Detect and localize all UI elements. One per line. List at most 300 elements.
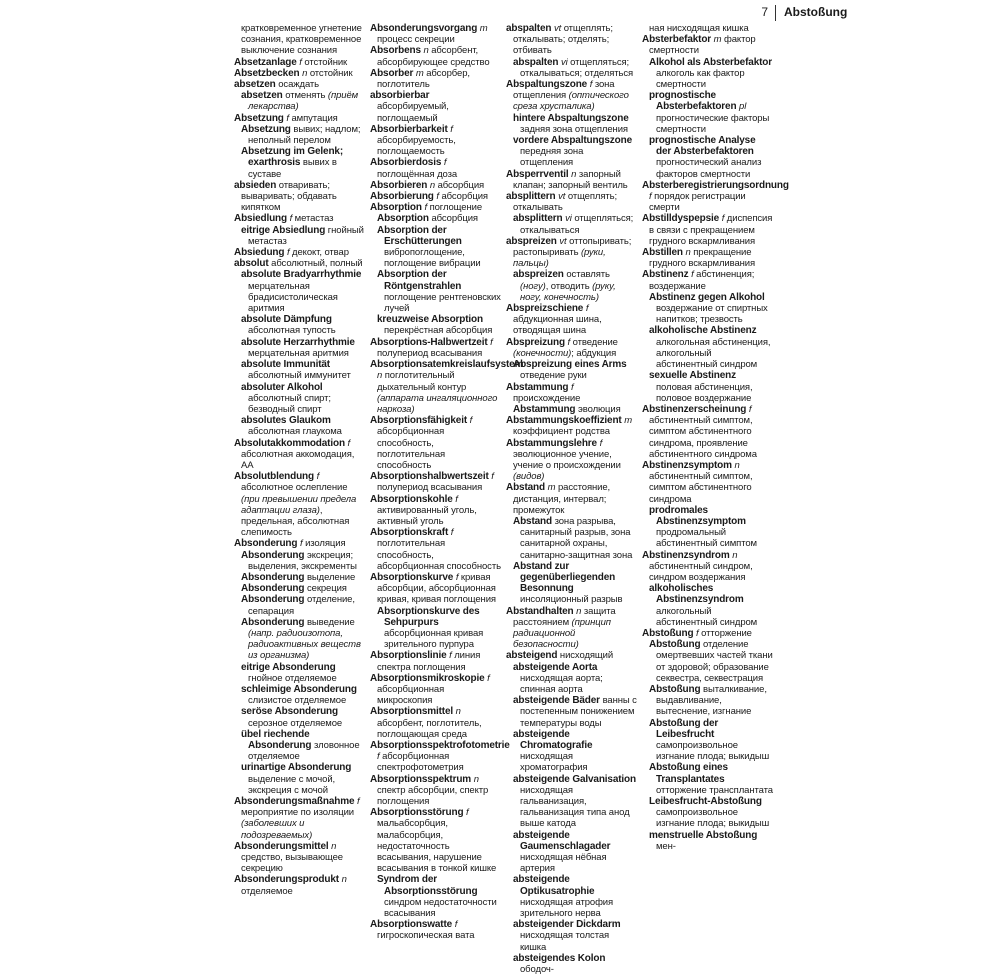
dictionary-entry	[642, 762, 773, 796]
dictionary-entry	[642, 684, 773, 718]
headword: absolute Herzarrhythmie	[241, 336, 355, 348]
grammar-label: f	[347, 437, 351, 449]
dictionary-entry	[370, 90, 501, 124]
headword: Abstoßung	[649, 639, 704, 651]
grammar-label: f	[299, 538, 306, 550]
headword: Abstammungslehre	[506, 437, 600, 449]
headword: sexuelle Abstinenz	[649, 370, 736, 382]
usage-note: (при превышении предела адаптации глаза)	[241, 493, 357, 516]
grammar-label: vt	[559, 235, 570, 247]
dictionary-entry	[506, 135, 637, 169]
translation: абсолютная тупость	[248, 325, 336, 337]
dictionary-entry	[370, 337, 501, 359]
dictionary-entry	[506, 337, 637, 359]
translation: кривая абсорбции, абсорбционная кривая, кривая поглощения	[377, 571, 496, 606]
headword: abspalten	[513, 56, 561, 68]
headword: Absonderungsvorgang	[370, 23, 480, 34]
usage-note: (ногу)	[520, 280, 546, 292]
headword: menstruelle Abstoßung	[649, 829, 758, 841]
dictionary-entry	[234, 258, 365, 269]
grammar-label: f	[589, 79, 595, 91]
dictionary-entry	[642, 325, 773, 370]
headword: Abstoßung	[642, 627, 697, 639]
dictionary-entry	[506, 382, 637, 404]
dictionary-entry	[642, 247, 773, 269]
translation: отваривать; вываривать; обдавать кипятком	[241, 179, 337, 214]
grammar-label: pl	[739, 101, 747, 113]
translation: происхождение	[513, 392, 581, 404]
headword: Absorptionsmittel	[370, 706, 456, 718]
translation: коэффициент родства	[513, 426, 610, 438]
dictionary-entry	[370, 874, 501, 919]
dictionary-entry	[642, 90, 773, 135]
headword: Absorbierbarkeit	[370, 123, 451, 135]
headword: Absorption	[377, 213, 432, 225]
grammar-label: n	[423, 45, 432, 57]
grammar-label: f	[469, 415, 473, 427]
translation: абстиненция; воздержание	[649, 269, 755, 292]
dictionary-entry	[642, 550, 773, 584]
headword: alkoholisches Abstinenzsyndrom	[649, 583, 744, 606]
dictionary-entry	[506, 774, 637, 830]
dictionary-entry	[506, 662, 637, 696]
headword: Abstoßung eines Transplantates	[649, 762, 728, 785]
column-1	[234, 23, 365, 897]
dictionary-entry	[234, 57, 365, 68]
dictionary-entry	[234, 841, 365, 875]
headword: absplittern	[513, 213, 566, 225]
headword: Absterberegistrierungsordnung	[642, 179, 789, 191]
grammar-label: n	[685, 247, 694, 259]
headword: Absonderung	[241, 594, 307, 606]
headword: absteigende Chromatografie	[513, 728, 593, 751]
headword: Absonderung	[241, 616, 307, 628]
headword: Absetzung	[234, 112, 287, 124]
dictionary-entry	[234, 213, 365, 224]
translation: отделение омертвевших частей ткани от здоровой; образование секвестра, секвестрация	[656, 639, 773, 684]
headword: Absorbierung	[370, 191, 437, 203]
headword: absteigende Aorta	[513, 661, 598, 673]
translation: абсолютная аккомодация, АА	[241, 448, 355, 471]
translation: выведение	[306, 616, 355, 628]
grammar-label: f	[424, 202, 430, 214]
dictionary-entry	[642, 404, 773, 460]
translation: перекрёстная абсорбция	[384, 325, 493, 337]
translation: выделение	[306, 571, 356, 583]
dictionary-entry	[234, 359, 365, 381]
headword: Absorption der Erschütterungen	[377, 224, 462, 247]
headword: Abstammungskoeffizient	[506, 415, 625, 427]
dictionary-entry	[234, 572, 365, 583]
translation: мерцательная брадисистолическая аритмия	[248, 280, 338, 315]
dictionary-entry	[506, 482, 637, 516]
translation: ная нисходящая кишка	[649, 23, 749, 34]
dictionary-entry	[234, 113, 365, 124]
headword: Absiedung	[234, 247, 287, 259]
header-divider	[775, 5, 776, 21]
translation: отделяемое	[241, 885, 293, 897]
translation: алкоголь как фактор смертности	[656, 67, 745, 91]
translation: ванны с постепенным понижением температуры воды	[520, 695, 637, 729]
headword: Absiedlung	[234, 213, 290, 225]
translation: нисходящая атрофия зрительного нерва	[520, 896, 614, 920]
translation: отведение	[572, 336, 618, 348]
headword: absorbierbar	[370, 90, 430, 102]
translation: мерцательная аритмия	[248, 347, 349, 359]
translation: самопроизвольное изгнание плода; выкидыш	[656, 740, 770, 763]
translation: прекращение грудного вскармливания	[649, 247, 756, 270]
headword: Absorptionslinie	[370, 650, 450, 662]
translation: абстинентный синдром, синдром воздержания	[649, 560, 753, 583]
headword: Syndrom der Absorptionsstörung	[377, 874, 478, 897]
translation: мен-	[656, 840, 676, 852]
headword: absplittern	[506, 191, 559, 203]
dictionary-entry	[506, 606, 637, 651]
translation: вывих в суставе	[248, 157, 337, 180]
grammar-label: f	[436, 191, 442, 203]
translation: абсолютный, полный	[271, 258, 363, 270]
translation: отменять	[285, 90, 328, 102]
dictionary-entry	[370, 774, 501, 808]
headword: abspalten	[506, 23, 554, 34]
translation: отделение, сепарация	[248, 594, 355, 617]
translation: абсорбция	[441, 191, 488, 203]
translation: прогностический анализ факторов смертности	[656, 157, 762, 180]
grammar-label: f	[455, 493, 458, 505]
headword: Absorptionsatemkreislaufsystem	[370, 359, 524, 371]
translation: абсорбция	[431, 213, 478, 225]
dictionary-entry	[234, 415, 365, 437]
headword: hintere Abspaltungszone	[513, 112, 629, 124]
dictionary-entry	[370, 68, 501, 90]
dictionary-entry	[506, 236, 637, 270]
dictionary-entry	[234, 68, 365, 79]
translation: абсолютная глаукома	[248, 426, 342, 438]
translation: гнойное отделяемое	[248, 672, 337, 684]
headword: Abstinenzerscheinung	[642, 403, 749, 415]
grammar-label: f	[649, 191, 655, 203]
translation: декокт, отвар	[292, 247, 349, 259]
headword: eitrige Absiedlung	[241, 224, 328, 236]
grammar-label: f	[721, 213, 727, 225]
grammar-label: f	[443, 157, 447, 169]
translation: инсоляционный разрыв	[520, 594, 623, 606]
grammar-label: f	[289, 213, 295, 225]
dictionary-entry	[642, 135, 773, 180]
dictionary-entry	[642, 718, 773, 763]
usage-note: (принцип радиационной безопасности)	[513, 616, 611, 651]
grammar-label: vi	[565, 213, 575, 225]
dictionary-entry	[370, 650, 501, 672]
translation: гигроскопическая вата	[377, 930, 475, 942]
translation: слизистое отделяемое	[248, 695, 347, 707]
column-2	[370, 23, 524, 942]
grammar-label: m	[713, 34, 725, 46]
dictionary-entry	[642, 796, 773, 830]
headword: Absorptionskraft	[370, 527, 451, 539]
translation: абсорбционная спектрофотометрия	[377, 751, 464, 774]
dictionary-entry	[234, 583, 365, 594]
headword: Abstoßung der Leibesfrucht	[649, 717, 719, 740]
headword: absteigendes Kolon	[513, 952, 606, 964]
headword: Abstandhalten	[506, 605, 577, 617]
dictionary-entry	[370, 225, 501, 270]
translation: расстояние, дистанция, интервал; промежуток	[513, 482, 611, 516]
usage-note: (видов)	[513, 471, 545, 483]
dictionary-entry	[234, 594, 365, 616]
headword: Absolutblendung	[234, 471, 317, 483]
headword: Absorptionskohle	[370, 493, 456, 505]
grammar-label: f	[748, 403, 752, 415]
dictionary-entry	[234, 471, 365, 538]
headword: prognostische Absterbefaktoren	[649, 90, 740, 113]
headword: absieden	[234, 179, 279, 191]
dictionary-entry	[234, 269, 365, 314]
dictionary-entry	[370, 527, 501, 572]
translation: вибропоглощение, поглощение вибрации	[384, 247, 481, 270]
translation: метастаз	[294, 213, 334, 225]
translation: абстинентный симптом, симптом абстинентного синдрома	[649, 471, 753, 505]
dictionary-entry	[642, 57, 773, 91]
dictionary-entry	[234, 90, 365, 112]
headword: alkoholische Abstinenz	[649, 325, 757, 337]
translation: поглощение	[429, 202, 483, 214]
headword: Absorbierdosis	[370, 157, 444, 169]
headword: schleimige Absonderung	[241, 683, 357, 695]
translation: отщепляться; откалываться; отделяться	[520, 56, 634, 79]
usage-note: (аппарата ингаляционного наркоза)	[377, 392, 498, 415]
dictionary-entry	[506, 79, 637, 113]
translation: абсорбционная кривая зрительного пурпура	[384, 627, 484, 651]
dictionary-entry	[370, 45, 501, 67]
dictionary-entry	[370, 673, 501, 707]
headword: abspreizen	[513, 269, 567, 281]
headword: Absorbieren	[370, 179, 430, 191]
headword: Absetzung	[241, 123, 294, 135]
dictionary-entry	[370, 314, 501, 336]
grammar-label: n	[302, 67, 310, 79]
usage-note: (руки, пальцы)	[513, 247, 606, 270]
translation: линия спектра поглощения	[377, 650, 481, 673]
translation: защита расстоянием	[513, 605, 616, 628]
dictionary-entry	[234, 337, 365, 359]
translation: абсорбент, поглотитель, поглощающая среда	[377, 717, 482, 740]
translation: абсорбционная способность, поглотительная способность	[377, 426, 446, 471]
headword: abspreizen	[506, 235, 560, 247]
guide-word: Abstoßung	[784, 5, 848, 19]
headword: Absorbens	[370, 45, 424, 57]
translation: нисходящая аорта; спинная аорта	[520, 672, 603, 695]
dictionary-entry	[370, 124, 501, 158]
translation: процесс секреции	[377, 34, 455, 46]
translation: порядок регистрации смерти	[649, 191, 746, 214]
translation: поглощённая доза	[377, 168, 458, 180]
translation: передняя зона отщепления	[520, 146, 584, 169]
translation: алкогольный абстинентный синдром	[656, 605, 758, 628]
headword: übel riechende Absonderung	[241, 728, 314, 751]
headword: Abstillen	[642, 247, 686, 259]
grammar-label: f	[599, 437, 603, 449]
grammar-label: f	[487, 672, 490, 684]
grammar-label: vi	[560, 56, 571, 68]
translation: алкогольная абстиненция, алкогольный абстинентный синдром	[656, 336, 771, 371]
dictionary-entry	[506, 874, 637, 919]
translation: абсорбент, абсорбирующее средство	[377, 45, 490, 68]
headword: Abstinenz gegen Alkohol	[649, 291, 765, 303]
grammar-label: n	[734, 459, 740, 471]
headword: Absetzung im Gelenk; exarthrosis	[241, 146, 344, 169]
grammar-label: n	[571, 168, 579, 180]
dictionary-entry	[234, 23, 365, 57]
headword: Abspreizschiene	[506, 303, 586, 315]
translation: запорный клапан; запорный вентиль	[513, 168, 628, 191]
translation: абстинентный симптом, симптом абстинентного синдрома, проявление абстинентного синдрома	[649, 415, 757, 460]
translation: абсорбируемость, поглощаемость	[377, 135, 456, 158]
dictionary-entry	[370, 606, 501, 651]
translation: нисходящая хроматография	[520, 751, 588, 774]
headword: Absonderungsprodukt	[234, 874, 342, 886]
usage-note: (руку, ногу, конечность)	[520, 280, 616, 303]
headword: Absonderung	[241, 583, 307, 595]
usage-note: (приём лекарства)	[248, 90, 359, 113]
translation: абсорбируемый, поглощаемый	[377, 101, 449, 124]
dictionary-entry	[234, 146, 365, 180]
headword: Absonderung	[241, 571, 307, 583]
translation: зловонное отделяемое	[248, 740, 360, 763]
headword: Absorptionskurve	[370, 571, 456, 583]
headword: vordere Abspaltungszone	[513, 135, 632, 147]
headword: Absorber	[370, 67, 416, 79]
dictionary-entry	[642, 830, 773, 852]
grammar-label: f	[299, 56, 305, 68]
usage-note: (заболевших и подозреваемых)	[241, 818, 313, 841]
translation: оставлять	[566, 269, 610, 281]
translation: поглотительная способность, абсорбционная способность	[377, 538, 501, 572]
translation: фактор смертности	[649, 34, 756, 57]
translation: абсорбер, поглотитель	[377, 67, 470, 91]
translation: абсолютный спирт; безводный спирт	[248, 392, 331, 415]
grammar-label: n	[429, 179, 438, 191]
headword: Abstilldyspepsie	[642, 213, 722, 225]
headword: Absonderungsmittel	[234, 840, 332, 852]
translation: отстойник	[309, 67, 353, 79]
translation: оттопыривать; растопыривать	[513, 235, 632, 259]
headword: absteigende Gaumenschlagader	[513, 829, 611, 852]
headword: Abstand	[506, 482, 548, 494]
headword: absolut	[234, 258, 272, 270]
grammar-label: m	[624, 415, 633, 427]
translation: ампутация	[291, 112, 338, 124]
dictionary-entry	[506, 953, 637, 975]
dictionary-entry	[642, 628, 773, 639]
dictionary-entry	[234, 796, 365, 841]
dictionary-entry	[234, 314, 365, 336]
translation: изоляция	[305, 538, 346, 550]
dictionary-entry	[506, 269, 637, 303]
dictionary-entry	[370, 269, 501, 314]
headword: Absorption	[370, 202, 425, 214]
dictionary-entry	[370, 191, 501, 202]
headword: Abstammung	[513, 403, 579, 415]
dictionary-entry	[234, 247, 365, 258]
headword: Abstand zur gegenüberliegenden Besonnung	[513, 560, 616, 595]
translation: отстойник	[304, 56, 348, 68]
dictionary-entry	[370, 572, 501, 606]
headword: prognostische Analyse der Absterbefaktoren	[649, 135, 756, 158]
grammar-label: f	[286, 247, 293, 259]
dictionary-entry	[506, 438, 637, 483]
headword: Abstinenz	[642, 269, 692, 281]
headword: Absolutakkommodation	[234, 437, 348, 449]
dictionary-entry	[642, 583, 773, 628]
translation: половая абстиненция, половое воздержание	[656, 381, 753, 404]
dictionary-entry	[234, 662, 365, 684]
headword: Abspreizung eines Arms	[513, 359, 627, 371]
headword: absolute Bradyarrhythmie	[241, 269, 362, 281]
dictionary-entry	[642, 34, 773, 56]
headword: Alkohol als Absterbefaktor	[649, 56, 772, 68]
grammar-label: m	[479, 23, 488, 34]
dictionary-entry	[234, 538, 365, 549]
column-4	[642, 23, 789, 852]
dictionary-entry	[370, 415, 501, 471]
headword: Absorptionsmikroskopie	[370, 672, 488, 684]
grammar-label: f	[585, 303, 589, 315]
dictionary-entry	[234, 438, 365, 472]
dictionary-entry	[506, 695, 637, 729]
grammar-label: f	[449, 650, 455, 662]
dictionary-entry	[506, 650, 637, 661]
translation: диспепсия в связи с прекращением грудного вскармливания	[649, 213, 773, 247]
translation: отщеплять; откалывать	[513, 191, 618, 214]
grammar-label: f	[455, 571, 461, 583]
translation: ; абдукция	[571, 347, 617, 359]
dictionary-entry	[506, 23, 637, 57]
dictionary-entry	[234, 729, 365, 763]
dictionary-entry	[234, 874, 365, 896]
headword: urinartige Absonderung	[241, 762, 352, 774]
translation: отторжение	[701, 627, 752, 639]
headword: Absorptionsfähigkeit	[370, 415, 470, 427]
grammar-label: n	[732, 549, 738, 561]
dictionary-entry	[506, 303, 637, 337]
headword: absolute Immunität	[241, 359, 330, 371]
dictionary-entry	[234, 225, 365, 247]
translation: ободоч-	[520, 964, 554, 975]
translation: экскреция; выделения, экскременты	[248, 549, 357, 572]
translation: , отводить	[545, 280, 593, 292]
grammar-label: f	[450, 527, 454, 539]
translation: нисходящая нёбная артерия	[520, 852, 607, 875]
headword: absolutes Glaukom	[241, 415, 331, 427]
grammar-label: m	[415, 67, 427, 79]
dictionary-entry	[642, 292, 773, 326]
grammar-label: f	[450, 123, 453, 135]
translation: абсорбционная микроскопия	[377, 683, 445, 707]
translation: средство, вызывающее секрецию	[241, 852, 343, 875]
translation: кратковременное угнетение сознания, кратковременное выключение сознания	[241, 23, 362, 57]
grammar-label: f	[696, 627, 702, 639]
headword: Absterbefaktor	[642, 34, 714, 46]
translation: задняя зона отщепления	[520, 123, 628, 135]
translation: активированный уголь, активный уголь	[377, 504, 477, 527]
dictionary-entry	[370, 23, 501, 45]
headword: Absonderungsmaßnahme	[234, 796, 357, 808]
headword: Absorptionsstörung	[370, 807, 467, 819]
translation: серозное отделяемое	[248, 717, 343, 729]
translation: нисходящая гальванизация, гальванизация типа анод выше катода	[520, 784, 630, 830]
translation: воздержание от спиртных напитков; трезвость	[656, 303, 768, 326]
